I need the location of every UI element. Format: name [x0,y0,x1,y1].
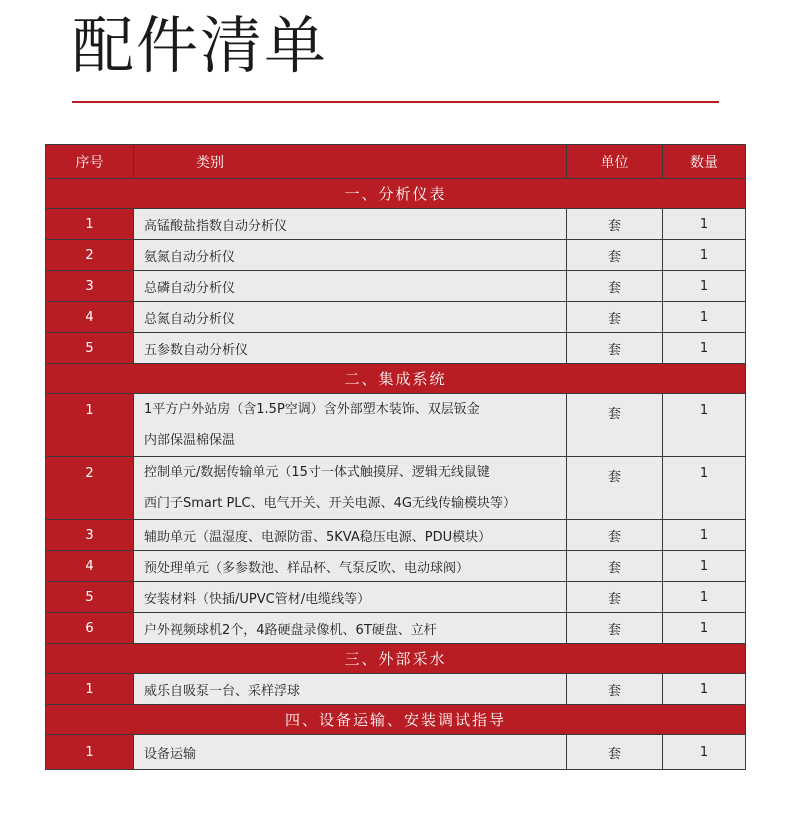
section-title: 一、分析仪表 [46,179,746,209]
item-name-line: 威乐自吸泵一台、采样浮球 [144,683,301,699]
row-unit: 套 [567,457,663,520]
row-item-name [134,209,567,240]
item-name-line: 内部保温棉保温 [144,433,236,448]
row-qty: 1 [663,209,746,240]
row-index: 3 [46,520,134,551]
row-item-name [134,394,567,457]
table-row [46,271,746,302]
row-index: 2 [46,457,134,520]
table-row [46,674,746,705]
row-item-name [134,240,567,271]
row-qty: 1 [663,735,746,770]
row-qty: 1 [663,333,746,364]
row-unit: 套 [567,394,663,457]
item-name-line: 设备运输 [144,746,197,762]
row-unit: 套 [567,271,663,302]
table-row [46,735,746,770]
row-unit: 套 [567,240,663,271]
table-header-row [46,145,746,179]
row-qty: 1 [663,271,746,302]
row-index: 5 [46,333,134,364]
row-unit: 套 [567,302,663,333]
item-name-line: 预处理单元（多参数池、样品杯、气泵反吹、电动球阀） [144,560,470,576]
table-row [46,520,746,551]
section-title: 四、设备运输、安装调试指导 [46,705,746,735]
row-item-name [134,302,567,333]
page-title: 配件清单 [72,9,329,82]
table-row [46,582,746,613]
row-qty: 1 [663,551,746,582]
row-index: 4 [46,302,134,333]
table-row [46,333,746,364]
item-name-line: 氨氮自动分析仪 [144,249,236,265]
row-qty: 1 [663,582,746,613]
row-unit: 套 [567,551,663,582]
item-name-line: 高锰酸盐指数自动分析仪 [144,218,288,234]
section-title: 二、集成系统 [46,364,746,394]
header-index: 序号 [46,145,134,179]
row-index: 4 [46,551,134,582]
row-unit: 套 [567,520,663,551]
row-qty: 1 [663,520,746,551]
row-index: 5 [46,582,134,613]
table-row [46,240,746,271]
row-qty: 1 [663,674,746,705]
row-index: 6 [46,613,134,644]
row-unit: 套 [567,735,663,770]
row-item-name [134,520,567,551]
row-index: 1 [46,394,134,457]
table-row [46,394,746,457]
item-name-line: 辅助单元（温湿度、电源防雷、5KVA稳压电源、PDU模块） [144,529,492,545]
item-name-line: 总磷自动分析仪 [144,280,236,296]
row-unit: 套 [567,209,663,240]
item-name-line: 总氮自动分析仪 [144,311,236,327]
row-unit: 套 [567,582,663,613]
row-unit: 套 [567,333,663,364]
item-name-line: 控制单元/数据传输单元（15寸一体式触摸屏、逻辑无线鼠键 [144,465,490,480]
item-name-line: 户外视频球机2个，4路硬盘录像机、6T硬盘、立杆 [144,622,437,638]
row-unit: 套 [567,674,663,705]
item-name-line: 五参数自动分析仪 [144,342,249,358]
title-divider [72,101,719,103]
section-title: 三、外部采水 [46,644,746,674]
table-row [46,302,746,333]
row-index: 1 [46,735,134,770]
table-row [46,613,746,644]
row-item-name [134,674,567,705]
table-row [46,209,746,240]
row-qty: 1 [663,613,746,644]
row-item-name [134,333,567,364]
table-row [46,551,746,582]
row-item-name [134,271,567,302]
header-category: 类别 [134,145,567,179]
row-item-name [134,735,567,770]
section-header [46,179,746,209]
header-unit: 单位 [567,145,663,179]
row-item-name [134,613,567,644]
table-row [46,457,746,520]
row-item-name [134,551,567,582]
section-header [46,364,746,394]
table-body [46,179,746,770]
row-unit: 套 [567,613,663,644]
row-index: 1 [46,674,134,705]
row-index: 1 [46,209,134,240]
item-name-line: 安装材料（快插/UPVC管材/电缆线等） [144,591,371,607]
row-item-name [134,457,567,520]
section-header [46,705,746,735]
item-name-line: 西门子Smart PLC、电气开关、开关电源、4G无线传输模块等） [144,496,516,511]
row-index: 3 [46,271,134,302]
row-qty: 1 [663,302,746,333]
header-qty: 数量 [663,145,746,179]
row-qty: 1 [663,457,746,520]
section-header [46,644,746,674]
row-qty: 1 [663,394,746,457]
item-name-line: 1平方户外站房（含1.5P空调）含外部塑木装饰、双层钣金 [144,402,480,417]
row-index: 2 [46,240,134,271]
row-item-name [134,582,567,613]
parts-table [45,144,746,770]
row-qty: 1 [663,240,746,271]
